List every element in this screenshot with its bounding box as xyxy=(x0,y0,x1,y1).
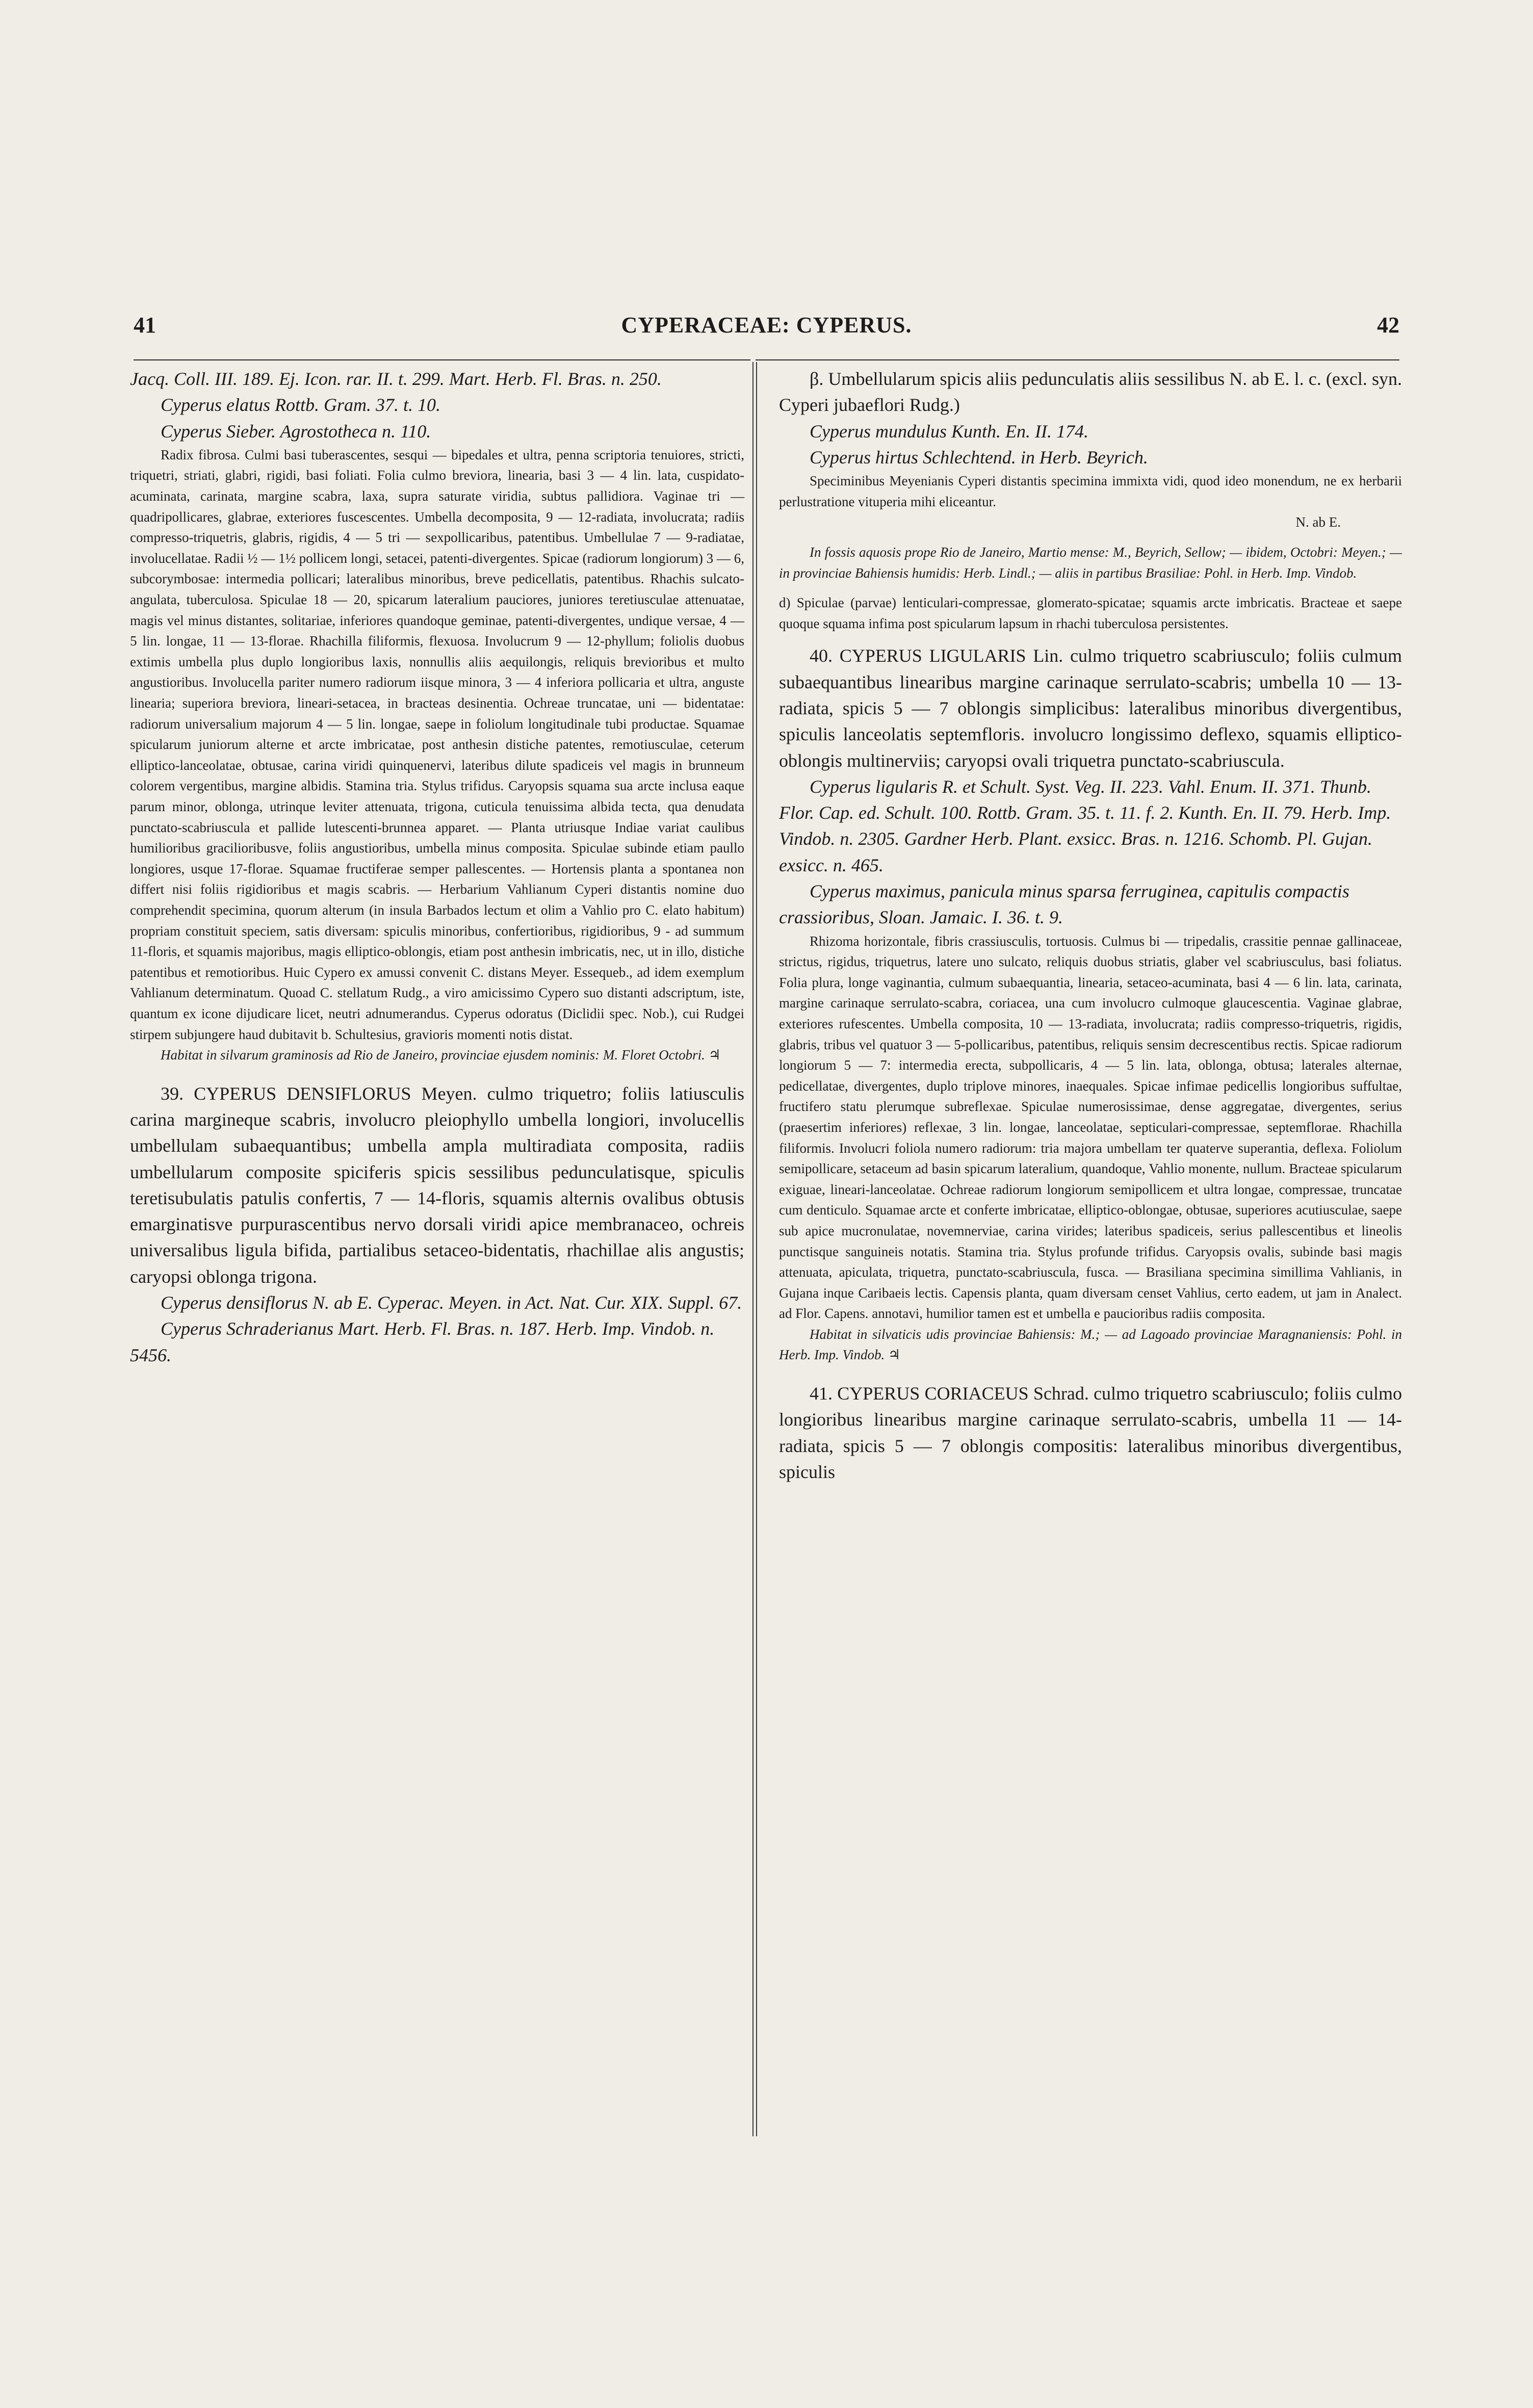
synonym: Cyperus mundulus Kunth. En. II. 174. xyxy=(810,421,1088,442)
reference: Jacq. Coll. III. 189. Ej. Icon. rar. II. t. 299. Mart. Herb. Fl. Bras. n. 250. xyxy=(130,369,662,389)
synonym: Cyperus hirtus Schlechtend. in Herb. Beyrich. xyxy=(810,447,1148,468)
page-number-right: 42 xyxy=(1377,313,1399,338)
column-divider-second xyxy=(756,362,757,2136)
section-d-note: d) Spiculae (parvae) lenticulari-compressae, glomerato-spicatae; squamis arcte imbricatis. Bracteae et saepe quoque squama infima post spicularum lapsum in rhachi tuberculosa persistentes. xyxy=(779,595,1402,631)
header-title: CYPERACEAE: CYPERUS. xyxy=(621,313,912,338)
synonym: Cyperus maximus, panicula minus sparsa ferruginea, capitulis compactis crassioribus, Sloan. Jamaic. I. 36. t. 9. xyxy=(779,881,1349,928)
reference: Cyperus ligularis R. et Schult. Syst. Veg. II. 223. Vahl. Enum. II. 371. Thunb. Flor. Cap. ed. Schult. 100. Rottb. Gram. 35. t. 11. f. 2. Kunth. En. II. 79. Herb. Imp. Vindob. n. 2305. Gardner Herb. Plant. exsicc. Bras. n. 1216. Schomb. Pl. Gujan. exsicc. n. 465. xyxy=(779,776,1391,875)
left-column xyxy=(130,366,744,1368)
page-number-left: 41 xyxy=(134,313,156,338)
habitat: Habitat in silvaticis udis provinciae Bahiensis: M.; — ad Lagoado provinciae Maragnaniensis: Pohl. in Herb. Imp. Vindob. ♃ xyxy=(779,1326,1402,1363)
note-signature: N. ab E. xyxy=(1295,514,1341,530)
species-39-diagnosis: 39. CYPERUS DENSIFLORUS Meyen. culmo triquetro; foliis latiusculis carina margineque scabris, involucro pleiophyllo umbella longiori, involucellis umbellulam subaequantibus; umbella ampla multiradiata composita, radiis umbellularum composite spiciferis spicis sessilibus pedunculatisque, spiculis teretisubulatis patulis confertis, 7 — 14-floris, squamis alternis ovalibus obtusis emarginatisve purpurascentibus nervo dorsali viridi apice membranaceo, ochreis universalibus ligula bifida, partialibus setaceo-bidentatis, rhachillae alis angustis; caryopsi oblonga trigona. xyxy=(130,1083,744,1287)
variety-beta: β. Umbellularum spicis aliis pedunculatis aliis sessilibus N. ab E. l. c. (excl. syn. Cyperi jubaeflori Rudg.) xyxy=(779,369,1402,416)
reference: Cyperus densiflorus N. ab E. Cyperac. Meyen. in Act. Nat. Cur. XIX. Suppl. 67. xyxy=(161,1292,742,1313)
synonym: Cyperus elatus Rottb. Gram. 37. t. 10. xyxy=(161,395,440,416)
description: Radix fibrosa. Culmi basi tuberascentes, sesqui — bipedales et ultra, penna scriptoria tenuiores, stricti, triquetri, striati, glabri, rigidi, basi foliati. Folia culmo breviora, linearia, basi 3 — 4 lin. lata, cuspidato-acuminata, carinata, margine scabra, laxa, supra saturate viridia, subtus pallidiora. Vaginae tri — quadripollicares, glabrae, exteriores fuscescentes. Umbella decomposita, 9 — 12-radiata, involucrata; radiis compresso-triquetris, glabris, rigidis, 4 — 5 tri — sexpollicaribus, patentibus. Umbellulae 7 — 9-radiatae, involucellatae. Radii ½ — 1½ pollicem longi, setacei, patenti-divergentes. Spicae (radiorum longiorum) 3 — 6, subcorymbosae: intermedia pollicari; lateralibus minoribus, breve pedicellatis, patentibus. Rhachis sulcato-angulata, tuberculosa. Spiculae 18 — 20, spicarum lateralium pauciores, juniores teretiusculae attenuatae, magis vel minus distantes, solitariae, inferiores quandoque geminae, patenti-divergentes, undique versae, 4 — 5 lin. longae, 11 — 13-florae. Rhachilla filiformis, flexuosa. Involucrum 9 — 12-phyllum; foliolis duobus extimis umbella plus duplo longioribus laxis, nonnullis aliis aequilongis, reliquis brevioribus et multo angustioribus. Involucella pariter numero radiorum iisque minora, 3 — 4 inferiora pollicaria et ultra, anguste linearia; superiora breviora, lineari-setacea, in bracteas desinentia. Ochreae truncatae, uni — bidentatae: radiorum universalium majorum 4 — 5 lin. longae, saepe in foliolum longitudinale tubi productae. Squamae spicularum juniorum alterne et arcte imbricatae, post anthesin distiche patentes, remotiusculae, ceterum elliptico-lanceolatae, obtusae, carina viridi quinquenervi, lateribus dilute spadiceis vel magis in brunneum colorem vergentibus, margine albidis. Stamina tria. Stylus trifidus. Caryopsis squama sua arcte inclusa eaque parum minor, oblonga, utrinque leviter attenuata, trigona, cuticula tenuissima albida tecta, qua denudata punctato-scabriuscula et pallide lutescenti-brunnea apparet. — Planta utriusque Indiae variat caulibus humilioribus gracilioribusve, foliis angustioribus, umbella minus composita. Spiculae subinde etiam paullo longiores, usque 17-florae. Squamae fructiferae semper pallescentes. — Hortensis planta a spontanea non differt nisi foliis rigidioribus et magis scabris. — Herbarium Vahlianum Cyperi distantis nomine duo comprehendit specimina, quorum alterum (in insula Barbados lectum et olim a Vahlio pro C. elato habitum) propriam constituit speciem, satis diversam: spiculis minoribus, confertioribus, rigidioribus, 9 - ad summum 11-floris, et squamis majoribus, magis elliptico-oblongis, etiam post anthesin imbricatis, nec, ut in illo, distiche patentibus et remotioribus. Huic Cypero ex amussi convenit C. distans Meyer. Essequeb., ad idem exemplum Vahlianum determinatum. Quoad C. stellatum Rudg., a viro amicissimo Cypero suo distanti adscriptum, iste, quantum ex icone dijudicare licet, neutri adnumerandus. Cyperus odoratus (Diclidii spec. Nob.), cui Rudgei stirpem subjungere haud dubitavit b. Schultesius, gravioris momenti notis distat. xyxy=(130,447,744,1042)
reference: Cyperus Schraderianus Mart. Herb. Fl. Bras. n. 187. Herb. Imp. Vindob. n. 5456. xyxy=(130,1318,715,1365)
species-40-diagnosis: 40. CYPERUS LIGULARIS Lin. culmo triquetro scabriusculo; foliis culmum subaequantibus linearibus margine carinaque serrulato-scabris; umbella 10 — 13-radiata, spicis 5 — 7 oblongis simplicibus: lateralibus minoribus divergentibus, spiculis lanceolatis septemfloris. involucro longissimo deflexo, squamis elliptico-oblongis multinerviis; caryopsi ovali triquetra punctato-scabriuscula. xyxy=(779,645,1402,771)
right-column xyxy=(779,366,1402,1485)
header-rule-left xyxy=(134,359,750,360)
species-41-diagnosis: 41. CYPERUS CORIACEUS Schrad. culmo triquetro scabriusculo; foliis culmo longioribus linearibus margine carinaque serrulato-scabris, umbella 11 — 14-radiata, spicis 5 — 7 oblongis compositis: lateralibus minoribus divergentibus, spiculis xyxy=(779,1383,1402,1482)
description: Rhizoma horizontale, fibris crassiusculis, tortuosis. Culmus bi — tripedalis, crassitie pennae gallinaceae, strictus, rigidus, triquetrus, latere uno sulcato, reliquis duobus striatis, glaber vel scabriusculus, basi foliatus. Folia plura, longe vaginantia, culmum subaequantia, linearia, setaceo-acuminata, basi 4 — 6 lin. lata, carinata, margine carinaque serrulato-scabra, coriacea, una cum involucro culmoque glaucescentia. Vaginae glabrae, exteriores rufescentes. Umbella composita, 10 — 13-radiata, involucrata; radiis compresso-triquetris, rigidis, glabris, tribus vel quatuor 3 — 5-pollicaribus, patentibus, reliquis sensim decrescentibus rectis. Spicae radiorum longiorum 5 — 7: intermedia erecta, subpollicaris, 4 — 5 lin. lata, oblonga, obtusa; laterales alternae, pedicellatae, divergentes, duplo triplove minores, inaequales. Spicae infimae pedicellis longioribus suffultae, fructifero statu plerumque subreflexae. Spiculae numerosissimae, dense aggregatae, divergentes, serius (praesertim inferiores) reflexae, 3 lin. longae, lanceolatae, septiculari-compressae, septemflorae. Rhachilla filiformis. Involucri foliola numero radiorum: tria majora umbellam ter quaterve superantia, deflexa. Foliolum semipollicare, setaceum ad basin spicarum lateralium, quandoque, Vahlio monente, nullum. Bracteae spicularum exiguae, lineari-lanceolatae. Ochreae radiorum longiorum semipollicem et ultra longae, compressae, truncatae cum denticulo. Squamae arcte et conferte imbricatae, elliptico-oblongae, obtusae, superiores acutiusculae, saepe sub apice mucronulatae, novemnerviae, carina virides; lateribus spadiceis, serius pallescentibus et lineolis punctisque sanguineis notatis. Stamina tria. Stylus profunde trifidus. Caryopsis ovalis, subinde basi magis attenuata, apiculata, triquetra, punctato-scabriuscula, fusca. — Brasiliana specimina simillima Vahlianis, in Gujana inque Caribaeis lectis. Capensis planta, quam diversam censet Vahlius, certo eadem, ut jam in Analect. ad Flor. Capens. annotavi, humilior tamen est et umbella e paucioribus radiis composita. xyxy=(779,933,1402,1322)
habitat: In fossis aquosis prope Rio de Janeiro, Martio mense: M., Beyrich, Sellow; — ibidem, Octobri: Meyen.; — in provinciae Bahiensis humidis: Herb. Lindl.; — aliis in partibus Brasiliae: Pohl. in Herb. Imp. Vindob. xyxy=(779,544,1402,581)
habitat: Habitat in silvarum graminosis ad Rio de Janeiro, provinciae ejusdem nominis: M. Floret Octobri. ♃ xyxy=(161,1047,721,1063)
column-divider xyxy=(752,362,753,2136)
header-rule-right xyxy=(756,359,1399,360)
running-header xyxy=(134,312,1399,353)
specimen-note: Speciminibus Meyenianis Cyperi distantis specimina immixta vidi, quod ideo monendum, ne ex herbarii perlustratione vituperia mihi eliceantur. xyxy=(779,473,1402,509)
synonym: Cyperus Sieber. Agrostotheca n. 110. xyxy=(161,421,431,442)
